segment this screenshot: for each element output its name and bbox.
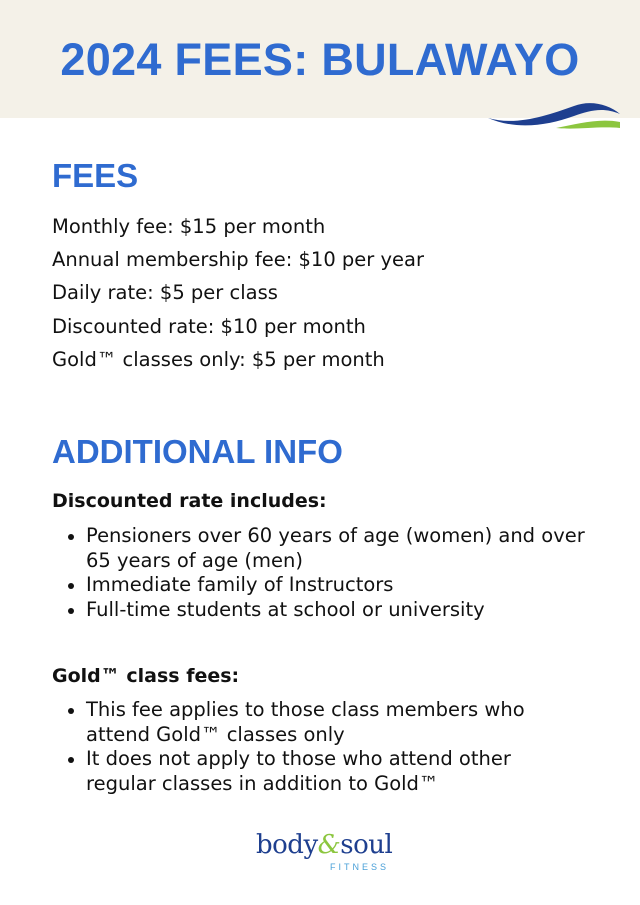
logo-word-soul: soul [340,830,393,860]
logo-word-body: body [256,830,318,860]
discounted-subheading: Discounted rate includes: [52,490,327,512]
gold-subheading: Gold™ class fees: [52,665,240,687]
list-item [66,524,586,573]
list-item [66,747,586,796]
additional-info-heading: ADDITIONAL INFO [52,433,343,470]
wave-decoration-icon [486,98,622,138]
bullet-icon [68,608,74,614]
gold-list [66,698,586,796]
fee-item-annual: Annual membership fee: $10 per year [52,248,425,272]
list-item-text: It does not apply to those who attend other regular classes in addition to Gold™ [86,747,511,795]
fee-item-monthly: Monthly fee: $15 per month [52,215,326,238]
discounted-list [66,524,586,622]
fee-item-discounted: Discounted rate: $10 per month [52,314,366,338]
page-title: 2024 FEES: BULAWAYO [60,34,580,85]
body-and-soul-logo [256,830,396,880]
list-item [66,698,586,747]
fees-heading: FEES [52,157,139,194]
fee-item-daily: Daily rate: $5 per class [52,281,278,305]
list-item [66,573,586,598]
fee-list [52,210,424,376]
bullet-icon [68,757,74,763]
logo-tagline: FITNESS [330,862,390,872]
logo-ampersand: & [317,830,341,860]
bullet-icon [68,583,74,589]
logo-wordmark [256,830,396,860]
list-item-text: Immediate family of Instructors [86,573,394,596]
list-item-text: Full-time students at school or university [86,597,485,621]
fee-item-gold: Gold™ classes only: $5 per month [52,347,385,371]
list-item-text: Pensioners over 60 years of age (women) and over 65 years of age (men) [86,524,585,572]
list-item-text: This fee applies to those class members who attend Gold™ classes only [86,698,525,746]
bullet-icon [68,534,74,540]
list-item [66,598,586,623]
bullet-icon [68,708,74,714]
